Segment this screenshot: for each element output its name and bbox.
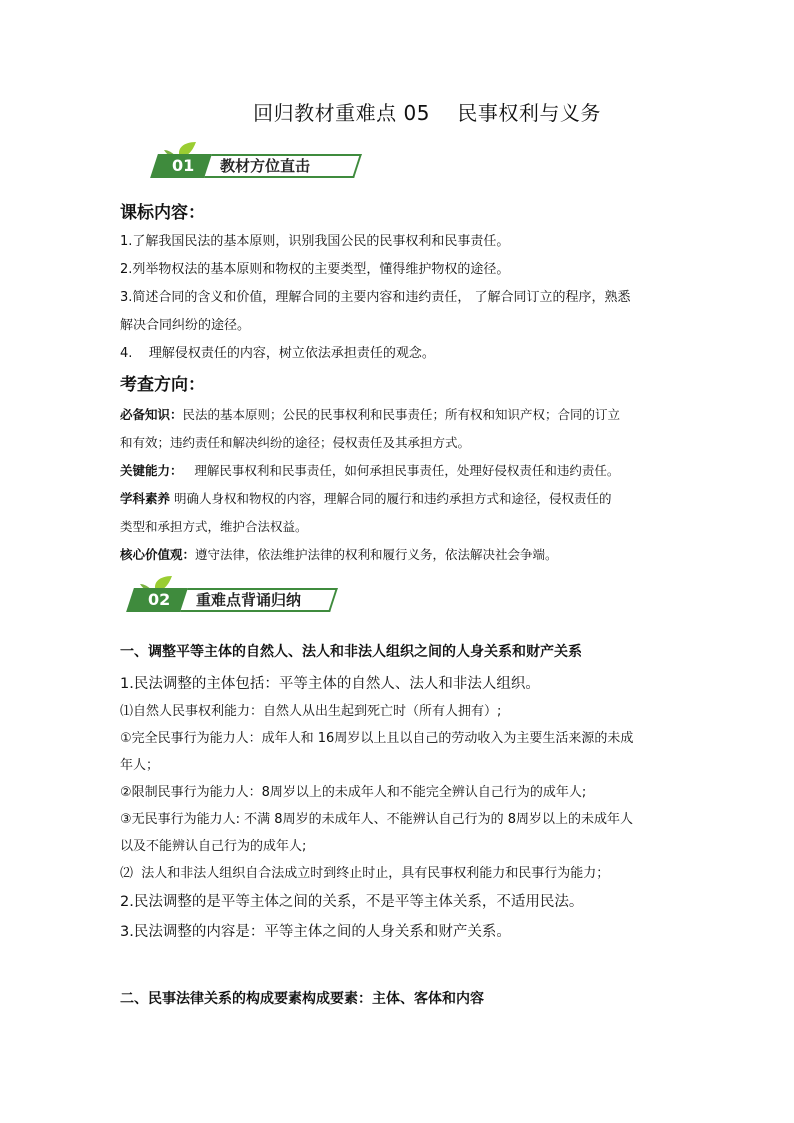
- banner-number: 01: [150, 154, 216, 178]
- body-line: ①完全民事行为能力人：成年人和 16周岁以上且以自己的劳动收入为主要生活来源的未成: [120, 731, 634, 746]
- body-line: 2.民法调整的是平等主体之间的关系，不是平等主体关系，不适用民法。: [120, 894, 584, 910]
- jiazhi-line: 核心价值观：遵守法律，依法维护法律的权利和履行义务，依法解决社会争端。: [120, 547, 558, 562]
- banner-label: 教材方位直击: [204, 154, 362, 178]
- section-banner-01: [140, 140, 370, 180]
- section2-heading: 二、民事法律关系的构成要素构成要素：主体、客体和内容: [120, 991, 484, 1007]
- body-line: ⑴自然人民事权利能力：自然人从出生起到死亡时（所有人拥有）;: [120, 704, 502, 719]
- list-item: 1.了解我国民法的基本原则，识别我国公民的民事权利和民事责任。: [120, 234, 510, 249]
- list-item: 2.列举物权法的基本原则和物权的主要类型，懂得维护物权的途径。: [120, 262, 510, 277]
- banner-label: 重难点背诵归纳: [180, 588, 338, 612]
- kaocha-heading: 考查方向：: [120, 375, 205, 395]
- section-banner-02: [116, 574, 346, 614]
- kebiao-list: [120, 228, 680, 368]
- suyang-line: 学科素养 明确人身权和物权的内容，理解合同的履行和违约承担方式和途径，侵权责任的: [120, 491, 612, 506]
- body-line: 以及不能辨认自己行为的成年人;: [120, 839, 307, 854]
- body-line: ②限制民事行为能力人：8周岁以上的未成年人和不能完全辨认自己行为的成年人;: [120, 785, 587, 800]
- list-item: 解决合同纠纷的途径。: [120, 318, 251, 333]
- zhishi-line: 必备知识：民法的基本原则；公民的民事权利和民事责任；所有权和知识产权；合同的订立: [120, 407, 621, 422]
- kaocha-block: [120, 401, 680, 569]
- suyang-line-2: 类型和承担方式，维护合法权益。: [120, 519, 308, 534]
- section1-body: [120, 670, 690, 947]
- list-item: 4. 理解侵权责任的内容，树立依法承担责任的观念。: [120, 346, 435, 361]
- kebiao-heading: 课标内容：: [120, 203, 205, 223]
- body-line: ③无民事行为能力人: 不满 8周岁的未成年人、不能辨认自己行为的 8周岁以上的未成年人: [120, 812, 633, 827]
- body-line: ⑵ 法人和非法人组织自合法成立时到终止时止，具有民事权利能力和民事行为能力；: [120, 866, 610, 881]
- section1-heading: 一、调整平等主体的自然人、法人和非法人组织之间的人身关系和财产关系: [120, 644, 582, 660]
- body-line: 年人；: [120, 758, 160, 773]
- body-line: 3.民法调整的内容是：平等主体之间的人身关系和财产关系。: [120, 924, 511, 940]
- page-title: 回归教材重难点 05 民事权利与义务: [253, 101, 601, 125]
- zhishi-line-2: 和有效；违约责任和解决纠纷的途径；侵权责任及其承担方式。: [120, 435, 471, 450]
- nengli-line: 关键能力： 理解民事权利和民事责任，如何承担民事责任，处理好侵权责任和违约责任。: [120, 463, 620, 478]
- list-item: 3.简述合同的含义和价值，理解合同的主要内容和违约责任， 了解合同订立的程序，熟悉: [120, 290, 631, 305]
- body-line: 1.民法调整的主体包括：平等主体的自然人、法人和非法人组织。: [120, 676, 540, 692]
- banner-number: 02: [126, 588, 192, 612]
